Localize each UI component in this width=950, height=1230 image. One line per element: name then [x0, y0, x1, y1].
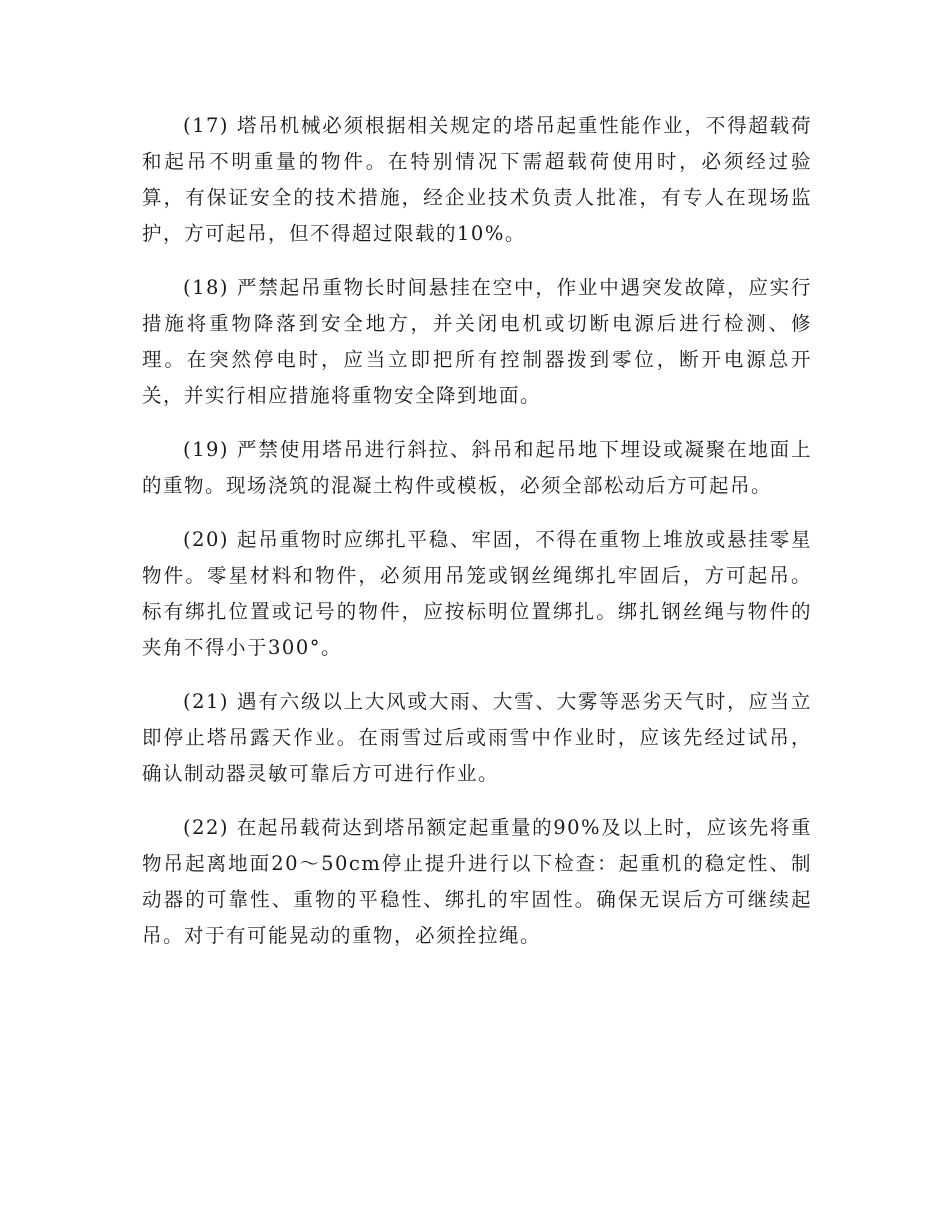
paragraph-18: (18) 严禁起吊重物长时间悬挂在空中，作业中遇突发故障，应实行措施将重物降落到安全地方，并关闭电机或切断电源后进行检测、修理。在突然停电时，应当立即把所有控制器拨到零位，断开电源总开关，并实行相应措施将重物安全降到地面。	[142, 276, 812, 407]
paragraph-21: (21) 遇有六级以上大风或大雨、大雪、大雾等恶劣天气时，应当立即停止塔吊露天作业。在雨雪过后或雨雪中作业时，应该先经过试吊，确认制动器灵敏可靠后方可进行作业。	[142, 690, 812, 785]
paragraph-20: (20) 起吊重物时应绑扎平稳、牢固，不得在重物上堆放或悬挂零星物件。零星材料和物件，必须用吊笼或钢丝绳绑扎牢固后，方可起吊。标有绑扎位置或记号的物件，应按标明位置绑扎。绑扎钢丝绳与物件的夹角不得小于300°。	[142, 528, 812, 659]
paragraph-22: (22) 在起吊载荷达到塔吊额定起重量的90%及以上时，应该先将重物吊起离地面20～50cm停止提升进行以下检查：起重机的稳定性、制动器的可靠性、重物的平稳性、绑扎的牢固性。确保无误后方可继续起吊。对于有可能晃动的重物，必须拴拉绳。	[142, 816, 812, 947]
document-body	[142, 108, 812, 972]
paragraph-19: (19) 严禁使用塔吊进行斜拉、斜吊和起吊地下埋设或凝聚在地面上的重物。现场浇筑的混凝土构件或模板，必须全部松动后方可起吊。	[142, 438, 812, 497]
paragraph-17: (17) 塔吊机械必须根据相关规定的塔吊起重性能作业，不得超载荷和起吊不明重量的物件。在特别情况下需超载荷使用时，必须经过验算，有保证安全的技术措施，经企业技术负责人批准，有专人在现场监护，方可起吊，但不得超过限载的10%。	[142, 114, 812, 245]
